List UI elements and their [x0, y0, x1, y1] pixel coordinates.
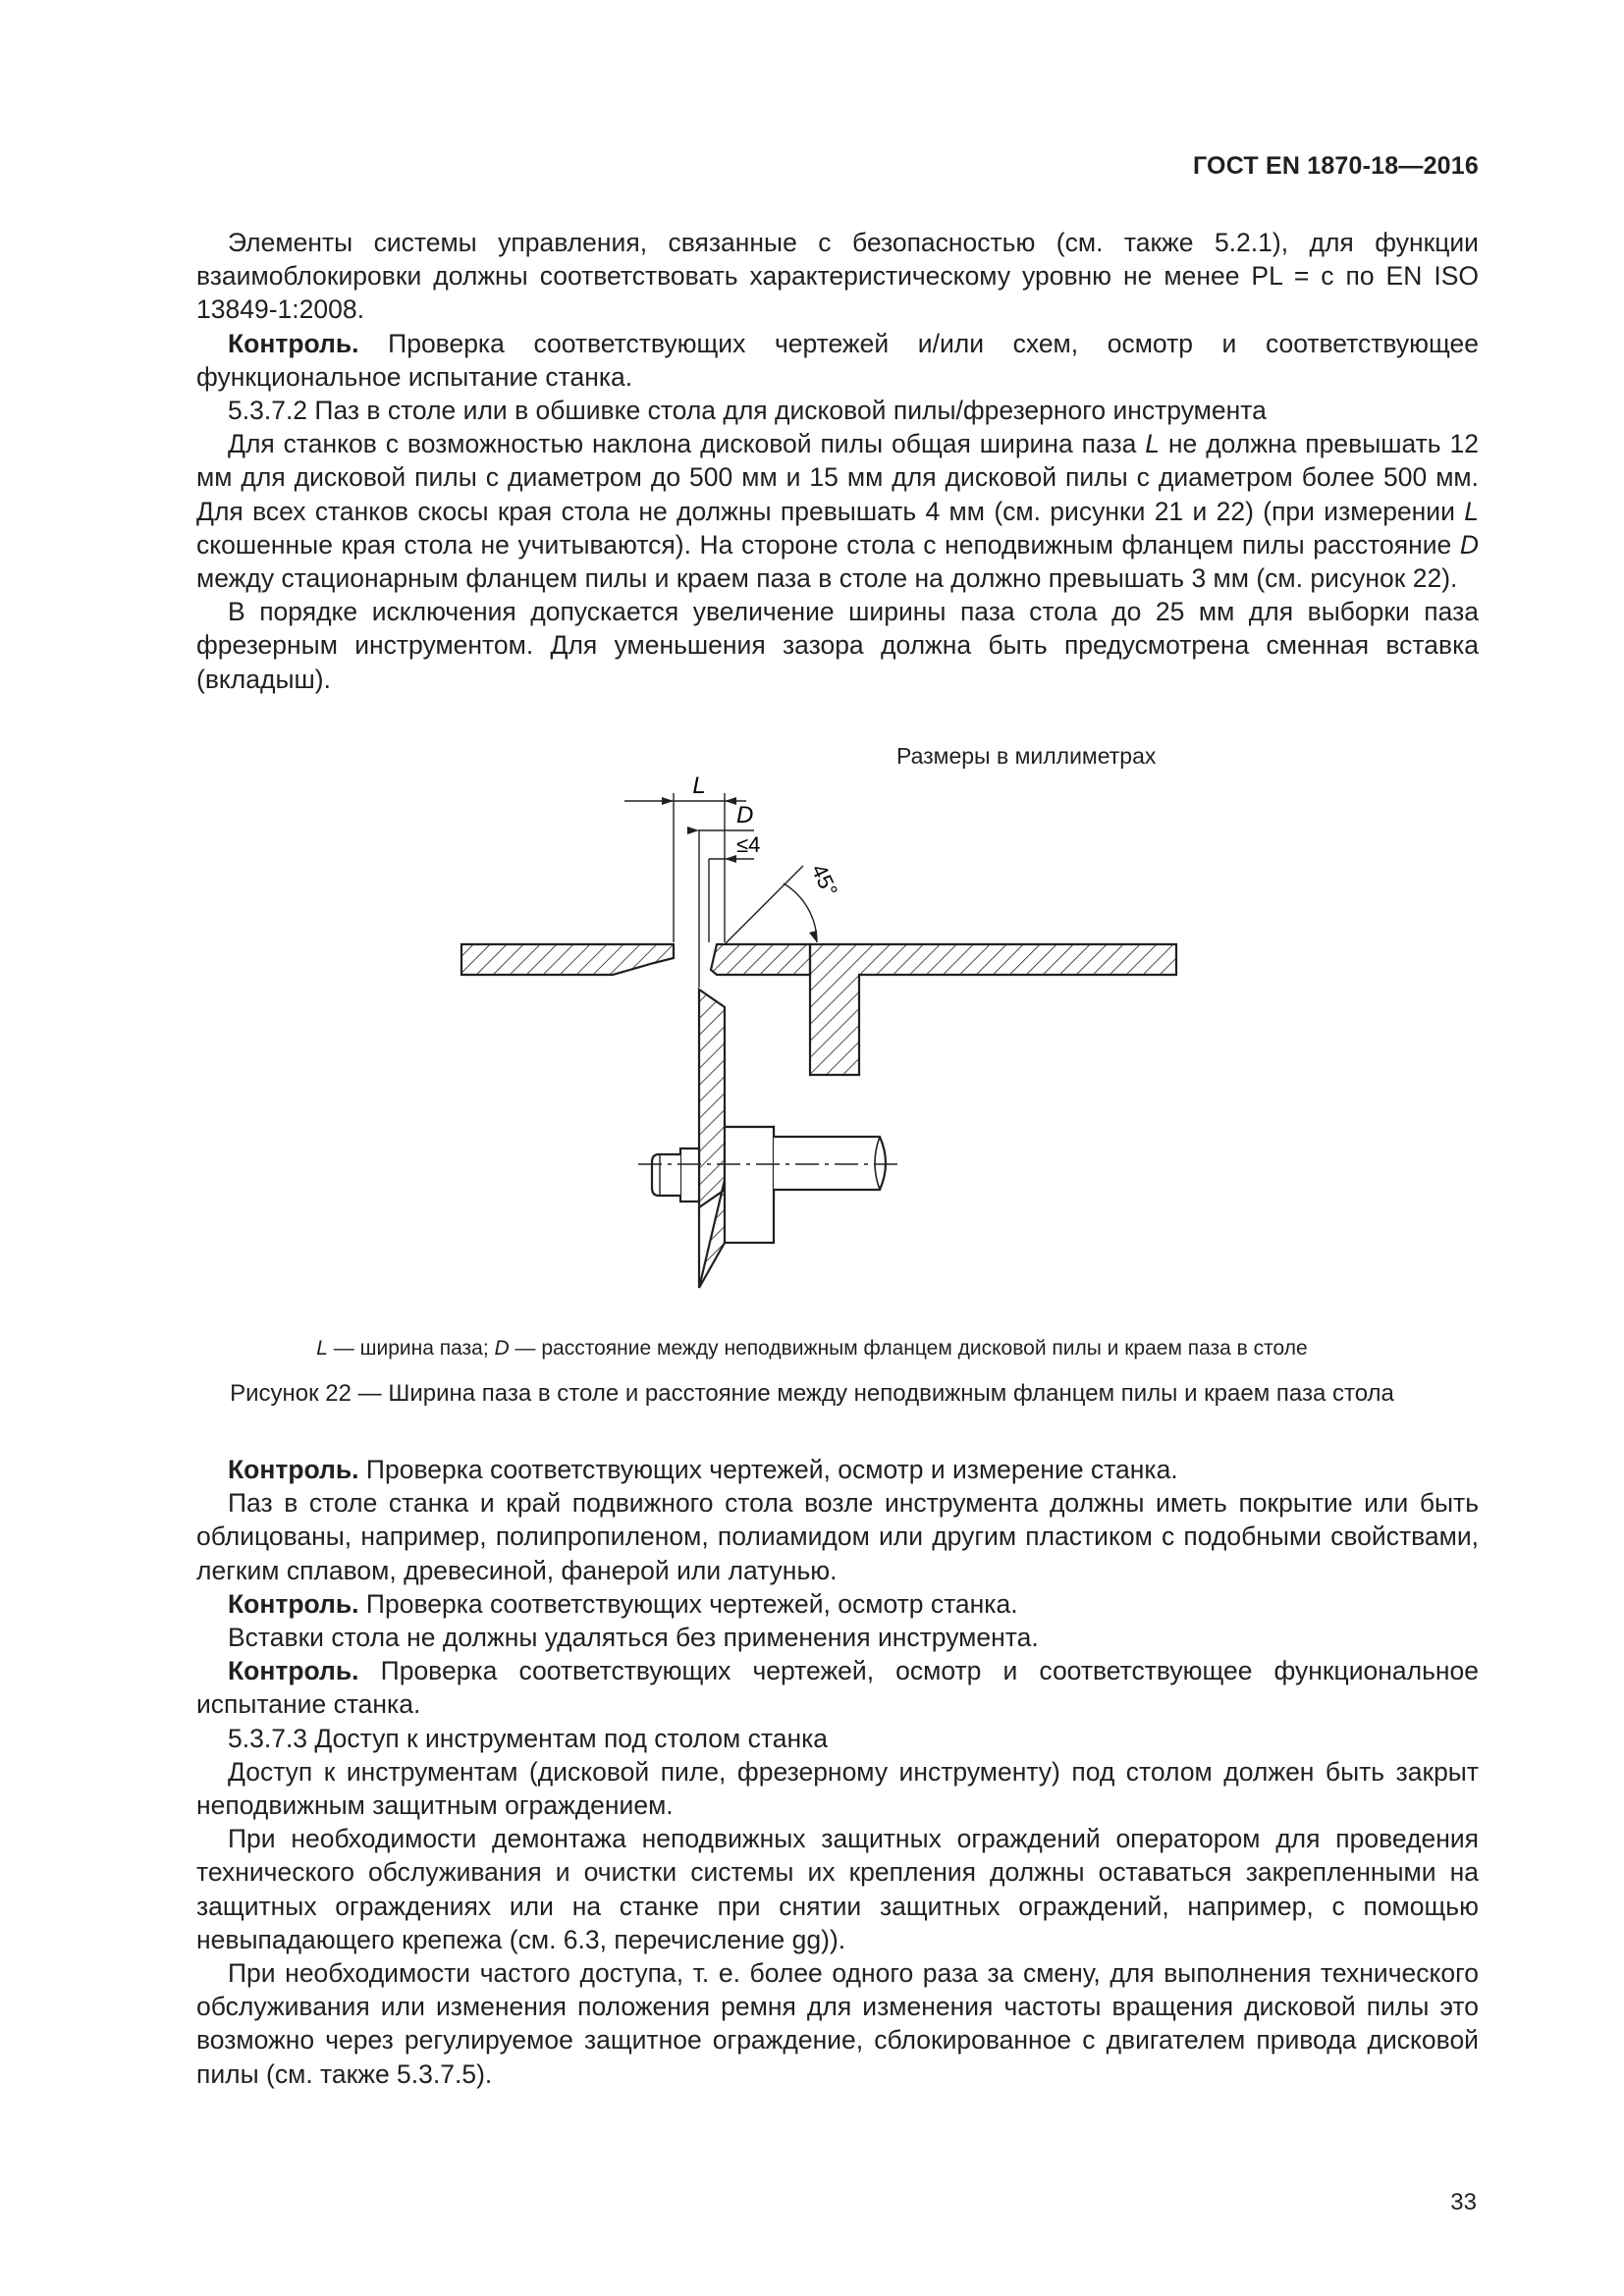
shaft-nut — [680, 1148, 699, 1201]
paragraph-control-elements: Элементы системы управления, связанные с безопасностью (см. также 5.2.1), для функции взаимоблокировки должны соответствовать характеристическому уровню не менее PL = c по EN ISO 13849-1:2008. — [196, 228, 1479, 325]
table-insert — [711, 944, 810, 975]
paragraph-control-4: Контроль. Проверка соответствующих чертежей, осмотр и соответствующее функциональное испытание станка. — [196, 1656, 1479, 1720]
section-heading-5-3-7-2: 5.3.7.2 Паз в столе или в обшивке стола для дисковой пилы/фрезерного инструмента — [228, 396, 1267, 426]
paragraph-control-3: Контроль. Проверка соответствующих чертежей, осмотр станка. — [228, 1588, 1018, 1619]
bottom-text-block — [196, 1453, 1479, 2091]
shaft — [774, 1137, 886, 1190]
paragraph-access: Доступ к инструментам (дисковой пиле, фрезерному инструменту) под столом должен быть закрыт неподвижным защитным ограждением. — [196, 1756, 1479, 1821]
paragraph-control-1: Контроль. Проверка соответствующих чертежей и/или схем, осмотр и соответствующее функциональное испытание станка. — [196, 328, 1479, 392]
paragraph-dismantling: При необходимости демонтажа неподвижных защитных ограждений оператором для проведения технического обслуживания и очистки системы их крепления должны оставаться закрепленными на защитных ограждениях или на станке при снятии защитных ограждений, например, с помощью невыпадающего крепежа (см. 6.3, перечисление gg)). — [196, 1824, 1479, 1954]
bevel-45-line — [725, 866, 803, 944]
label-angle: 45° — [806, 860, 843, 901]
shaft-end — [652, 1154, 680, 1196]
label-L: L — [692, 775, 706, 799]
document-header: ГОСТ EN 1870-18—2016 — [1193, 152, 1479, 180]
section-heading-5-3-7-3: 5.3.7.3 Доступ к инструментам под столом станка — [228, 1723, 828, 1753]
paragraph-coating: Паз в столе станка и край подвижного стола возле инструмента должны иметь покрытие или быть облицованы, например, полипропиленом, полиамидом или другим пластиком с подобными свойствами, легким сплавом, древесиной, фанерой или латунью. — [196, 1488, 1479, 1585]
left-table — [461, 944, 674, 975]
paragraph-frequent-access: При необходимости частого доступа, т. е. более одного раза за смену, для выполнения технического обслуживания или изменения положения ремня для изменения частоты вращения дисковой пилы это возможно через регулируемое защитное ограждение, сблокированное с двигателем привода дисковой пилы (см. также 5.3.7.5). — [196, 1958, 1479, 2089]
control-label: Контроль. — [228, 328, 359, 358]
figure-legend: L — ширина паза; D — расстояние между неподвижным фланцем дисковой пилы и краем паза в столе — [316, 1337, 1308, 1360]
figure-caption: Рисунок 22 — Ширина паза в столе и расстояние между неподвижным фланцем пилы и краем паза стола — [230, 1380, 1394, 1407]
sizes-note: Размеры в миллиметрах — [896, 743, 1157, 769]
paragraph-control-2: Контроль. Проверка соответствующих чертежей, осмотр и измерение станка. — [228, 1455, 1178, 1484]
figure-22 — [442, 775, 1188, 1330]
flange-hub — [725, 1127, 774, 1243]
paragraph-exception: В порядке исключения допускается увеличение ширины паза стола до 25 мм для выборки паза фрезерным инструментом. Для уменьшения зазора должна быть предусмотрена сменная вставка (вкладыш). — [196, 597, 1479, 694]
paragraph-slot-width: Для станков с возможностью наклона дисковой пилы общая ширина паза L не должна превышать 12 мм для дисковой пилы с диаметром до 500 мм и 15 мм для дисковой пилы с диаметром более 500 мм. Для всех станков скосы края стола не должны превышать 4 мм (см. рисунки 21 и 22) (при измерении L скошенные края стола не учитываются). На стороне стола с неподвижным фланцем пилы расстояние D между стационарным фланцем пилы и краем паза в столе на должно превышать 3 мм (см. рисунок 22). — [196, 429, 1479, 594]
top-text-block — [196, 226, 1479, 696]
label-D: D — [736, 802, 754, 828]
figure-drawing — [442, 775, 1188, 1325]
page-number: 33 — [1450, 2189, 1477, 2216]
paragraph-inserts: Вставки стола не должны удаляться без применения инструмента. — [228, 1623, 1039, 1653]
right-table-with-flange — [810, 944, 1176, 1075]
label-bevel: ≤4 — [736, 832, 761, 857]
